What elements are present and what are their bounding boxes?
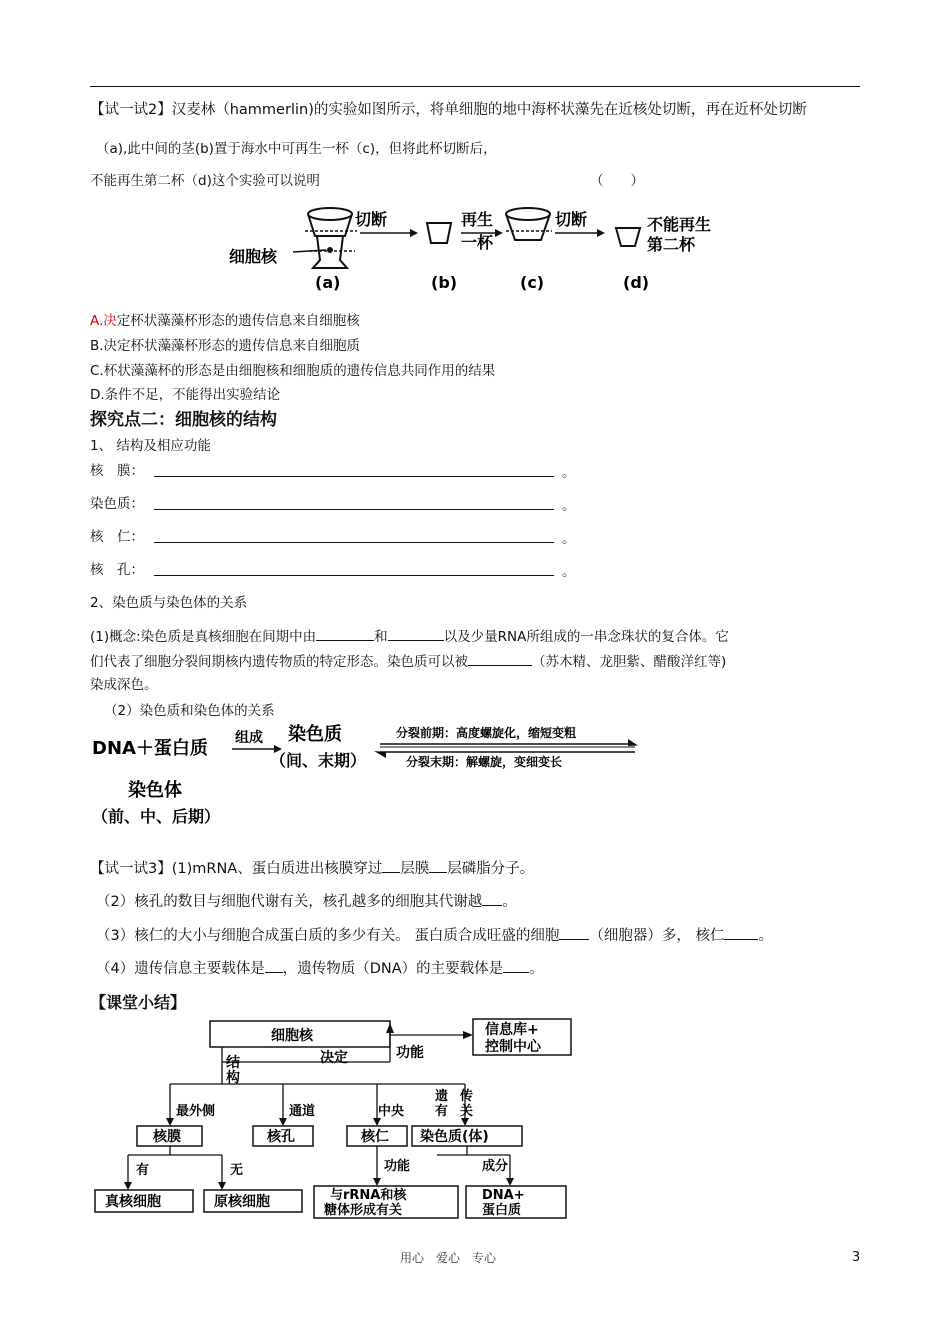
row-chromatin-end: 。 (562, 498, 576, 514)
summary-nucleolus-label: 核仁 (361, 1129, 389, 1145)
summary-dnap-label-1: DNA+ (482, 1188, 525, 1203)
summary-genetic-4: 关 (460, 1104, 474, 1119)
summary-eukaryote-label: 真核细胞 (105, 1194, 161, 1210)
try3-q1-b: 层膜 (400, 861, 430, 877)
chromatin-label: 染色质 (288, 724, 342, 745)
summary-nucleus-label: 细胞核 (271, 1028, 313, 1044)
summary-pore-label: 核孔 (267, 1129, 295, 1145)
summary-info-label-1: 信息库+ (485, 1022, 539, 1038)
concept-text-a: (1)概念:染色质是真核细胞在间期中由 (90, 629, 317, 645)
option-d: D.条件不足，不能得出实验结论 (90, 387, 281, 403)
row-chromatin-label: 染色质： (90, 496, 144, 512)
row-nuclear-membrane-end: 。 (562, 465, 576, 481)
chromosome-label: 染色体 (128, 780, 182, 801)
try3-blank-7 (503, 958, 529, 973)
option-a-text: 定杯状藻藻杯形态的遗传信息来自细胞核 (116, 313, 360, 329)
chromatin-relation-diagram (90, 720, 650, 830)
summary-center-label: 中央 (378, 1104, 405, 1119)
try3-q1-c: 层磷脂分子。 (447, 861, 535, 877)
try3-q4 (96, 958, 544, 979)
summary-func2-label: 功能 (384, 1159, 411, 1174)
try3-q4-b: ，遗传物质（DNA）的主要载体是 (282, 961, 504, 977)
row-nuclear-membrane-blank (154, 476, 554, 477)
lower-arrow-head (374, 751, 386, 758)
concept-blank-2 (388, 626, 444, 641)
regen2-label: 一杯 (461, 233, 494, 252)
upper-arrow-head (628, 739, 638, 746)
summary-dnap-label-2: 蛋白质 (482, 1203, 522, 1218)
compose-label: 组成 (235, 730, 263, 746)
row-nuclear-pore-end: 。 (562, 564, 576, 580)
experiment-figure (225, 200, 735, 300)
telophase-label: 分裂末期：解螺旋，变细变长 (406, 755, 563, 769)
try2-line3: 不能再生第二杯（d)这个实验可以说明 (90, 173, 320, 189)
try3-q3-c: 。 (758, 928, 773, 944)
try3-blank-2 (429, 858, 447, 873)
try2-line1 (90, 100, 807, 120)
item2-heading: 2、染色质与染色体的关系 (90, 595, 248, 611)
summary-hasnot-label: 无 (230, 1163, 244, 1178)
try3-q3-a: （3）核仁的大小与细胞合成蛋白质的多少有关。 蛋白质合成旺盛的细胞 (96, 928, 560, 944)
summary-genetic-1: 遗 (435, 1089, 449, 1104)
try3-blank-5 (724, 925, 758, 940)
row-nuclear-pore-blank (154, 575, 554, 576)
cut1-label: 切断 (355, 210, 388, 229)
option-a (90, 312, 360, 330)
cell-c-shape (506, 208, 552, 240)
cell-a-shape (305, 208, 357, 268)
option-a-letter: A.决 (90, 313, 117, 329)
summary-diagram (90, 1012, 590, 1224)
try3-blank-4 (559, 925, 589, 940)
concept-line3: 染成深色。 (90, 677, 158, 693)
concept-text-b: 和 (374, 629, 388, 645)
section-title-explore2: 探究点二：细胞核的结构 (90, 410, 277, 430)
try3-blank-6 (265, 958, 283, 973)
cut2-label: 切断 (555, 210, 588, 229)
row-nucleolus-end: 。 (562, 531, 576, 547)
try3-blank-1 (382, 858, 400, 873)
try3-q2 (96, 891, 517, 912)
summary-chromatin-label: 染色质(体) (420, 1129, 489, 1145)
try3-q3-b: （细胞器）多， 核仁 (589, 928, 725, 944)
try3-q4-a: （4）遗传信息主要载体是 (96, 961, 265, 977)
summary-has-label: 有 (136, 1163, 150, 1178)
try3-q1 (90, 858, 534, 879)
label-d: (d) (623, 273, 650, 292)
summary-genetic-2: 传 (460, 1089, 474, 1104)
summary-rrna-label-2: 糖体形成有关 (324, 1203, 403, 1218)
try2-line2: （a),此中间的茎(b)置于海水中可再生一杯（c)，但将此杯切断后， (96, 141, 497, 157)
summary-rrna-label-1: 与rRNA和核 (330, 1188, 407, 1203)
concept-blank-1 (316, 626, 374, 641)
footer-motto: 用心 爱心 专心 (400, 1251, 497, 1265)
summary-structure-label-2: 构 (226, 1070, 240, 1086)
label-c: (c) (520, 273, 545, 292)
summary-prokaryote-label: 原核细胞 (214, 1194, 270, 1210)
summary-membrane-label: 核膜 (153, 1129, 181, 1145)
summary-channel-label: 通道 (289, 1104, 316, 1119)
try3-q4-c: 。 (529, 961, 544, 977)
row-nuclear-membrane-label: 核 膜： (90, 463, 144, 479)
row-nucleolus-label: 核 仁： (90, 529, 144, 545)
try3-q2-b: 。 (502, 894, 517, 910)
row-nuclear-pore-label: 核 孔： (90, 562, 144, 578)
cell-b-shape (427, 223, 451, 243)
concept-text-d: 们代表了细胞分裂间期核内遗传物质的特定形态。染色质可以被 (90, 654, 468, 670)
row-chromatin-blank (154, 509, 554, 510)
summary-structure-label-1: 结 (226, 1055, 240, 1071)
arrow-cut1-head (410, 229, 418, 237)
try2-text1: 汉麦林（hammerlin)的实验如图所示，将单细胞的地中海杯状藻先在近核处切断，再在近杯处切断 (171, 102, 807, 118)
option-c: C.杯状藻藻杯的形态是由细胞核和细胞质的遗传信息共同作用的结果 (90, 363, 496, 379)
concept-text-c: 以及少量RNA所组成的一串念珠状的复合体。它 (443, 629, 729, 645)
cell-d-shape (616, 228, 640, 246)
summary-function-label: 功能 (396, 1045, 424, 1061)
concept-blank-3 (468, 651, 532, 666)
try3-blank-3 (482, 891, 502, 906)
nucleus-label: 细胞核 (229, 247, 278, 266)
summary-info-label-2: 控制中心 (485, 1039, 541, 1055)
arrow-cut2-head (597, 229, 605, 237)
nucleus-dot (327, 247, 333, 253)
relation-subheading: （2）染色质和染色体的关系 (104, 703, 275, 719)
try3-q3 (96, 925, 773, 946)
try2-answer-paren: （ ） (590, 173, 644, 189)
page-number: 3 (852, 1250, 861, 1265)
noregen1-label: 不能再生 (647, 215, 712, 234)
summary-decide-label: 决定 (320, 1050, 348, 1066)
label-a: (a) (315, 273, 341, 292)
noregen2-label: 第二杯 (647, 235, 696, 254)
summary-genetic-3: 有 (435, 1104, 449, 1119)
chromatin-phase: （间、末期） (270, 751, 367, 770)
item1-heading: 1、 结构及相应功能 (90, 438, 211, 454)
prophase-label: 分裂前期：高度螺旋化，缩短变粗 (396, 726, 577, 740)
try3-q1-a: 【试一试3】(1)mRNA、蛋白质进出核膜穿过 (90, 861, 383, 877)
row-nucleolus-blank (154, 542, 554, 543)
summary-outermost-label: 最外侧 (176, 1104, 216, 1119)
summary-component-label: 成分 (482, 1159, 509, 1174)
try3-q2-a: （2）核孔的数目与细胞代谢有关，核孔越多的细胞其代谢越 (96, 894, 483, 910)
summary-title: 【课堂小结】 (90, 993, 187, 1012)
label-b: (b) (431, 273, 458, 292)
option-b: B.决定杯状藻藻杯形态的遗传信息来自细胞质 (90, 338, 361, 354)
try2-prefix: 【试一试2】 (90, 102, 172, 118)
dna-protein-label: DNA＋蛋白质 (92, 738, 208, 759)
regen1-label: 再生 (461, 210, 494, 229)
arrow-regen-head (495, 229, 503, 237)
concept-line2 (90, 651, 726, 671)
concept-text-e: （苏木精、龙胆紫、醋酸洋红等) (532, 654, 727, 670)
concept-line1 (90, 626, 729, 646)
chromosome-phase: （前、中、后期） (92, 807, 221, 826)
top-rule (90, 86, 860, 87)
